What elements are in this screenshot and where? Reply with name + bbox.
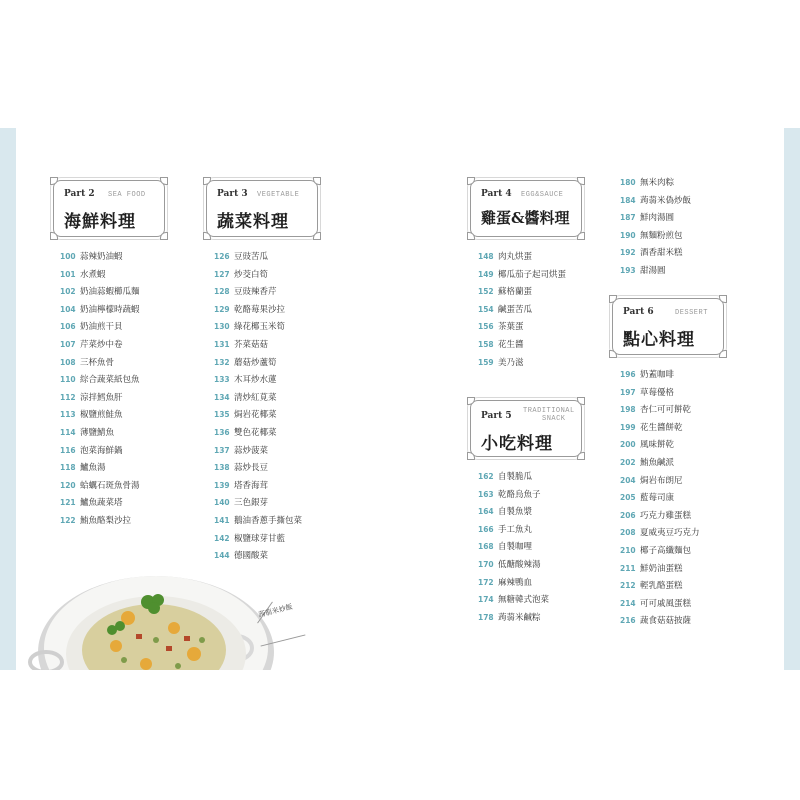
page-number: 190	[620, 230, 636, 240]
page-number: 112	[60, 392, 76, 402]
recipe-title: 三杯魚骨	[80, 357, 115, 368]
page-number: 184	[620, 195, 636, 205]
toc-entry	[214, 530, 302, 548]
page-number: 178	[478, 612, 494, 622]
recipe-title: 自製脆瓜	[498, 472, 533, 482]
recipe-title: 夏威夷豆巧克力	[640, 528, 700, 539]
page-number: 212	[620, 581, 636, 591]
page-number: 102	[60, 287, 76, 297]
recipe-title: 輕乳酪蛋糕	[640, 581, 683, 592]
toc-entry	[60, 477, 140, 495]
part-subtitle: EGG&SAUCE	[521, 191, 564, 199]
recipe-title: 水煮蝦	[80, 269, 106, 280]
toc-entry	[620, 262, 691, 280]
part-number: Part 5	[481, 411, 512, 421]
toc-entry	[478, 468, 549, 486]
page-number: 202	[620, 457, 636, 467]
toc-entry	[478, 503, 549, 521]
page-number: 174	[478, 595, 494, 605]
part-subtitle: VEGETABLE	[257, 191, 300, 199]
toc-entry	[214, 318, 302, 336]
recipe-title: 乾酪莓果沙拉	[234, 304, 286, 315]
recipe-title: 椒鹽煎鮭魚	[80, 410, 123, 421]
page-number: 121	[60, 498, 76, 508]
recipe-title: 鵝油香蔥手撕包菜	[234, 515, 303, 526]
page-number: 205	[620, 493, 636, 503]
toc-entry	[620, 192, 691, 210]
recipe-title: 蒟蒻米鹹粽	[498, 612, 541, 623]
toc-entry	[478, 609, 549, 627]
recipe-title: 無糖韓式泡菜	[498, 595, 550, 606]
page-number: 187	[620, 213, 636, 223]
page-number: 134	[214, 392, 230, 402]
recipe-title: 鮪魚鹹派	[640, 457, 675, 468]
toc-entry	[620, 401, 700, 419]
toc-entry	[60, 318, 140, 336]
page-number: 133	[214, 375, 230, 385]
recipe-title: 奶油蒜蝦櫛瓜麵	[80, 287, 140, 298]
page-number: 140	[214, 498, 230, 508]
recipe-title: 蒟蒻米偽炒飯	[640, 195, 692, 206]
toc-entry	[620, 244, 691, 262]
toc-entry	[214, 424, 302, 442]
toc-entry	[60, 266, 140, 284]
recipe-title: 巧克力雞蛋糕	[640, 510, 692, 521]
toc-entry	[620, 577, 700, 595]
toc-entry	[478, 354, 566, 372]
recipe-title: 奶蓋咖啡	[640, 370, 675, 380]
page-number: 101	[60, 269, 76, 279]
page-number: 204	[620, 475, 636, 485]
page-number: 214	[620, 598, 636, 608]
toc-list-part-5-cont	[620, 174, 691, 280]
part-title: 點心料理	[623, 330, 695, 350]
toc-entry	[478, 336, 566, 354]
page-number: 106	[60, 322, 76, 332]
page-number: 170	[478, 559, 494, 569]
page-number: 110	[60, 375, 76, 385]
page-number: 162	[478, 472, 494, 481]
recipe-title: 草莓優格	[640, 387, 675, 398]
recipe-title: 塔香海茸	[234, 480, 269, 491]
toc-entry	[214, 354, 302, 372]
recipe-title: 肉丸烘蛋	[498, 252, 533, 262]
page-number: 159	[478, 357, 494, 367]
page-number: 166	[478, 524, 494, 534]
recipe-title: 鱸魚湯	[80, 463, 106, 474]
page-number: 192	[620, 248, 636, 258]
page-number: 198	[620, 405, 636, 415]
toc-entry	[620, 489, 700, 507]
recipe-title: 木耳炒水蓮	[234, 375, 277, 386]
page-edge-right	[784, 128, 800, 670]
toc-entry	[60, 494, 140, 512]
recipe-title: 蛤蠣石斑魚骨湯	[80, 480, 140, 491]
page-number: 137	[214, 445, 230, 455]
page-number: 136	[214, 427, 230, 437]
toc-list-part-2	[60, 248, 140, 530]
recipe-title: 三色銀芽	[234, 498, 269, 509]
toc-entry	[620, 472, 700, 490]
page-number: 180	[620, 178, 636, 187]
toc-entry	[620, 542, 700, 560]
page-number: 129	[214, 304, 230, 314]
recipe-title: 鮪魚酪梨沙拉	[80, 515, 132, 526]
toc-entry	[620, 209, 691, 227]
recipe-title: 鮮肉湯圓	[640, 213, 675, 224]
recipe-title: 低醣酸辣湯	[498, 559, 541, 570]
toc-entry	[478, 574, 549, 592]
recipe-title: 德國酸菜	[234, 551, 269, 562]
food-photo	[16, 566, 276, 670]
page-number: 113	[60, 410, 76, 420]
page-number: 122	[60, 515, 76, 525]
page-number: 216	[620, 616, 636, 626]
recipe-title: 杏仁可可餅乾	[640, 405, 692, 416]
toc-entry	[620, 366, 700, 384]
page-number: 135	[214, 410, 230, 420]
page-number: 127	[214, 269, 230, 279]
recipe-title: 椰子高纖麵包	[640, 545, 692, 556]
toc-entry	[478, 266, 566, 284]
recipe-title: 蒜辣奶油蝦	[80, 252, 123, 262]
page-number: 104	[60, 304, 76, 314]
recipe-title: 椒鹽球芽甘藍	[234, 533, 286, 544]
page-number: 193	[620, 265, 636, 275]
toc-entry	[478, 283, 566, 301]
toc-entry	[620, 227, 691, 245]
recipe-title: 美乃滋	[498, 357, 524, 368]
page-number: 131	[214, 339, 230, 349]
recipe-title: 蒜炒長豆	[234, 463, 269, 474]
toc-entry	[214, 248, 302, 266]
toc-entry	[214, 494, 302, 512]
page-number: 210	[620, 545, 636, 555]
toc-list-part-6	[620, 366, 700, 630]
toc-entry	[60, 336, 140, 354]
recipe-title: 鮮奶油蛋糕	[640, 563, 683, 574]
recipe-title: 自製咖哩	[498, 542, 533, 553]
part-subtitle: SEA FOOD	[108, 191, 146, 199]
toc-entry	[60, 459, 140, 477]
toc-entry	[214, 512, 302, 530]
recipe-title: 花生醬餅乾	[640, 422, 683, 433]
toc-entry	[214, 371, 302, 389]
part-title: 雞蛋&醬料理	[481, 209, 570, 227]
page-number: 114	[60, 427, 76, 437]
part-3-header	[206, 180, 318, 237]
toc-list-part-3	[214, 248, 302, 565]
page-number: 144	[214, 551, 230, 561]
part-title: 小吃料理	[481, 434, 553, 454]
recipe-title: 花生醬	[498, 339, 524, 350]
toc-entry	[60, 424, 140, 442]
page-number: 108	[60, 357, 76, 367]
page-number: 152	[478, 287, 494, 297]
page-number: 132	[214, 357, 230, 367]
toc-entry	[214, 477, 302, 495]
recipe-title: 手工魚丸	[498, 524, 533, 535]
page-number: 172	[478, 577, 494, 587]
part-4-header	[470, 180, 582, 237]
recipe-title: 奶油檸檬時蔬蝦	[80, 304, 140, 315]
page-number: 126	[214, 252, 230, 261]
recipe-title: 蔬食菇菇披薩	[640, 616, 692, 627]
page-number: 130	[214, 322, 230, 332]
toc-entry	[214, 336, 302, 354]
toc-entry	[478, 318, 566, 336]
toc-entry	[60, 301, 140, 319]
page-number: 139	[214, 480, 230, 490]
toc-entry	[620, 384, 700, 402]
page-number: 128	[214, 287, 230, 297]
page-number: 197	[620, 387, 636, 397]
part-title: 海鮮料理	[64, 212, 136, 232]
recipe-title: 蒜炒菠菜	[234, 445, 269, 456]
page-number: 118	[60, 463, 76, 473]
recipe-title: 藍莓司康	[640, 493, 675, 504]
toc-entry	[60, 354, 140, 372]
toc-entry	[478, 521, 549, 539]
page-number: 154	[478, 304, 494, 314]
toc-entry	[620, 560, 700, 578]
recipe-title: 自製魚漿	[498, 507, 533, 518]
recipe-title: 乾酪烏魚子	[498, 489, 541, 500]
toc-entry	[214, 283, 302, 301]
page-number: 120	[60, 480, 76, 490]
recipe-title: 焗岩花椰菜	[234, 410, 277, 421]
page-number: 142	[214, 533, 230, 543]
part-title: 蔬菜料理	[217, 212, 289, 232]
recipe-title: 奶油煎干貝	[80, 322, 123, 333]
page-number: 164	[478, 507, 494, 517]
recipe-title: 茶葉蛋	[498, 322, 524, 333]
page-number: 199	[620, 422, 636, 432]
page-number: 156	[478, 322, 494, 332]
recipe-title: 風味餅乾	[640, 440, 675, 451]
toc-list-part-4	[478, 248, 566, 371]
photo-caption: 蒟蒻米炒飯	[257, 602, 294, 620]
part-6-header	[612, 298, 724, 355]
page-number: 158	[478, 339, 494, 349]
recipe-title: 鹹蛋苦瓜	[498, 304, 533, 315]
toc-entry	[60, 283, 140, 301]
page-number: 206	[620, 510, 636, 520]
page-number: 163	[478, 489, 494, 499]
part-number: Part 4	[481, 189, 512, 199]
toc-entry	[478, 591, 549, 609]
recipe-title: 麻辣鴨血	[498, 577, 533, 588]
toc-entry	[60, 406, 140, 424]
part-5-header	[470, 400, 582, 457]
toc-entry	[214, 301, 302, 319]
recipe-title: 綠花椰玉米筍	[234, 322, 286, 333]
recipe-title: 芹菜炒中卷	[80, 339, 123, 350]
page-number: 107	[60, 339, 76, 349]
recipe-title: 無米肉粽	[640, 178, 675, 188]
part-number: Part 2	[64, 189, 95, 199]
page-number: 200	[620, 440, 636, 450]
page-number: 196	[620, 370, 636, 379]
toc-entry	[214, 389, 302, 407]
page-number: 168	[478, 542, 494, 552]
page-number: 116	[60, 445, 76, 455]
part-subtitle: TRADITIONAL	[523, 407, 575, 415]
toc-entry	[60, 371, 140, 389]
toc-entry	[620, 595, 700, 613]
toc-entry	[214, 547, 302, 565]
page-number: 148	[478, 252, 494, 261]
toc-entry	[620, 174, 691, 192]
toc-entry	[60, 389, 140, 407]
recipe-title: 綜合蔬菜紙包魚	[80, 375, 140, 386]
toc-entry	[478, 301, 566, 319]
page-number: 211	[620, 563, 636, 573]
part-subtitle: SNACK	[542, 415, 566, 423]
toc-entry	[214, 266, 302, 284]
toc-entry	[620, 524, 700, 542]
recipe-title: 豆豉苦瓜	[234, 252, 269, 262]
toc-entry	[214, 459, 302, 477]
recipe-title: 甜湯圓	[640, 265, 666, 276]
toc-entry	[620, 612, 700, 630]
toc-entry	[620, 436, 700, 454]
part-number: Part 6	[623, 307, 654, 317]
toc-entry	[620, 454, 700, 472]
toc-entry	[478, 556, 549, 574]
part-number: Part 3	[217, 189, 248, 199]
page-number: 208	[620, 528, 636, 538]
part-subtitle: DESSERT	[675, 309, 708, 317]
recipe-title: 鱸魚蔬菜塔	[80, 498, 123, 509]
recipe-title: 蘇格蘭蛋	[498, 287, 533, 298]
recipe-title: 豆豉辣香芹	[234, 287, 277, 298]
recipe-title: 清炒紅莧菜	[234, 392, 277, 403]
toc-entry	[60, 248, 140, 266]
toc-list-part-5	[478, 468, 549, 626]
page-number: 149	[478, 269, 494, 279]
toc-entry	[620, 419, 700, 437]
toc-entry	[60, 442, 140, 460]
toc-entry	[214, 442, 302, 460]
recipe-title: 可可戚風蛋糕	[640, 598, 692, 609]
page-edge-left	[0, 128, 16, 670]
toc-entry	[60, 512, 140, 530]
page-number: 100	[60, 252, 76, 261]
recipe-title: 泡菜海鮮鍋	[80, 445, 123, 456]
toc-entry	[478, 538, 549, 556]
recipe-title: 焗岩布朗尼	[640, 475, 683, 486]
recipe-title: 炒茭白筍	[234, 269, 269, 280]
recipe-title: 芥菜菇菇	[234, 339, 269, 350]
recipe-title: 薄鹽鯖魚	[80, 427, 115, 438]
recipe-title: 蘑菇炒蘆筍	[234, 357, 277, 368]
toc-entry	[478, 486, 549, 504]
recipe-title: 無麵粉煎包	[640, 230, 683, 241]
recipe-title: 涼拌鱈魚肝	[80, 392, 123, 403]
part-2-header	[53, 180, 165, 237]
toc-entry	[620, 507, 700, 525]
toc-entry	[478, 248, 566, 266]
page-number: 138	[214, 463, 230, 473]
page-number: 141	[214, 515, 230, 525]
recipe-title: 酒香甜米糕	[640, 248, 683, 259]
recipe-title: 椰瓜茄子起司烘蛋	[498, 269, 567, 280]
recipe-title: 雙色花椰菜	[234, 427, 277, 438]
toc-entry	[214, 406, 302, 424]
